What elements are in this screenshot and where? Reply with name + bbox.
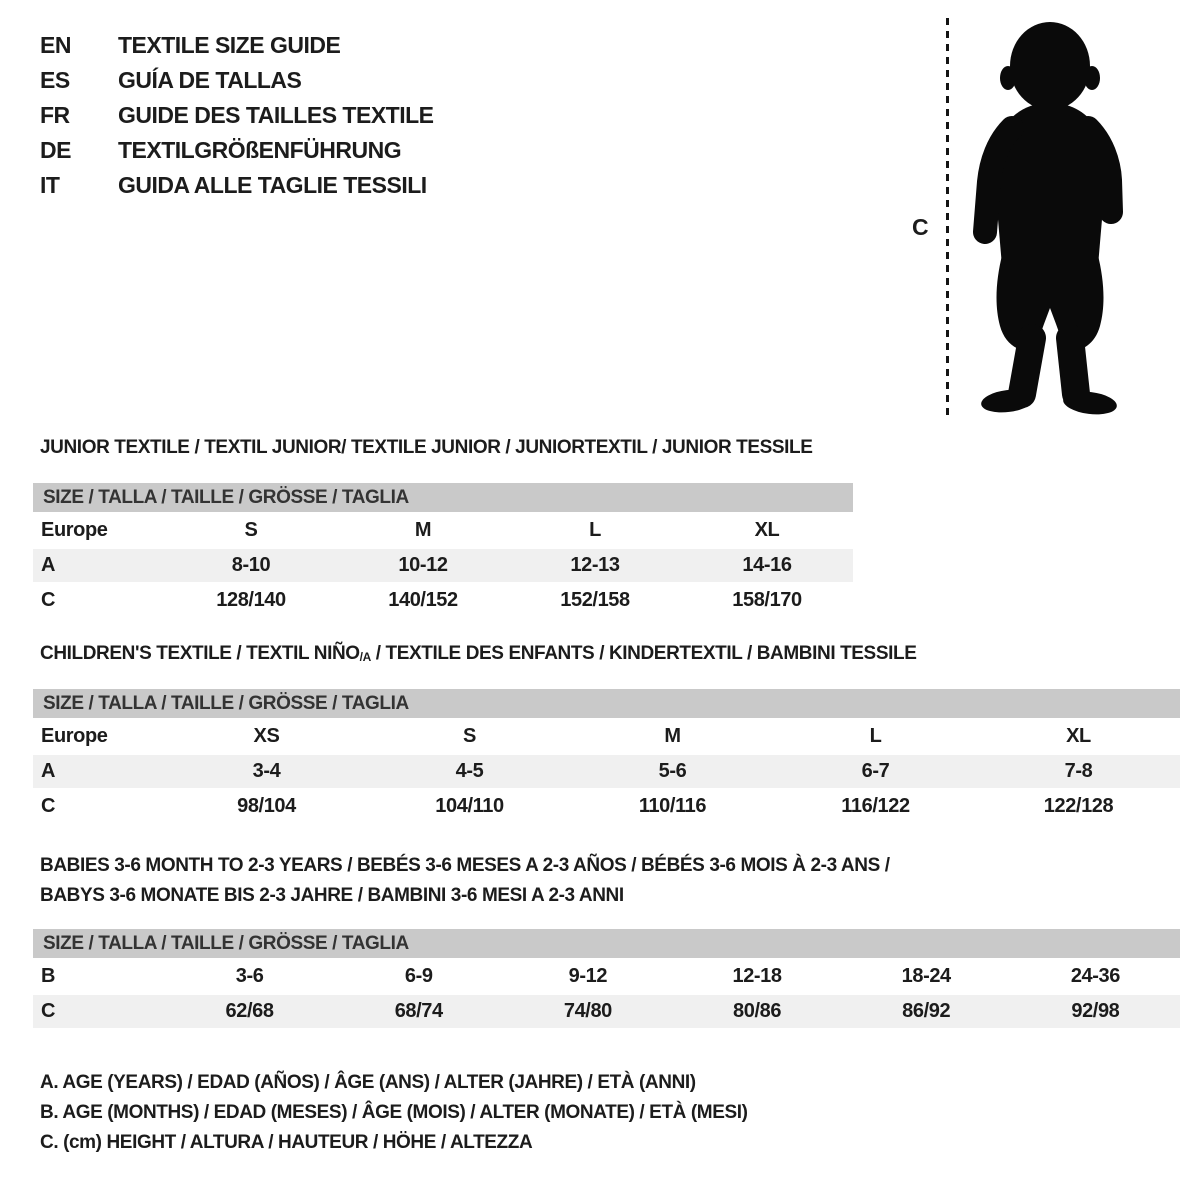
table-row-europe: [33, 719, 1180, 754]
size-cell: M: [337, 513, 509, 548]
row-label: Europe: [33, 513, 165, 548]
age-cell: 6-9: [334, 959, 503, 994]
height-cell: 104/110: [368, 789, 571, 823]
height-cell: 68/74: [334, 994, 503, 1028]
height-cell: 158/170: [681, 583, 853, 617]
row-label: C: [33, 583, 165, 617]
age-cell: 7-8: [977, 754, 1180, 789]
age-cell: 14-16: [681, 548, 853, 583]
language-row-it: [40, 168, 434, 203]
age-cell: 10-12: [337, 548, 509, 583]
language-code: DE: [40, 137, 71, 163]
children-section-heading: [40, 643, 916, 665]
footnote-b: B. AGE (MONTHS) / EDAD (MESES) / ÂGE (MOIS) / ALTER (MONATE) / ETÀ (MESI): [40, 1102, 748, 1123]
size-header-label: SIZE / TALLA / TAILLE / GRÖSSE / TAGLIA: [33, 689, 1180, 719]
children-heading-sub: /A: [359, 650, 371, 664]
language-title: GUIDA ALLE TAGLIE TESSILI: [118, 172, 427, 198]
row-label: A: [33, 754, 165, 789]
children-heading-post: / TEXTILE DES ENFANTS / KINDERTEXTIL / BAMBINI TESSILE: [370, 643, 917, 664]
age-cell: 3-6: [165, 959, 334, 994]
language-code: FR: [40, 102, 70, 128]
children-heading-pre: CHILDREN'S TEXTILE / TEXTIL NIÑO: [40, 643, 360, 664]
table-row-europe: [33, 513, 853, 548]
row-label: C: [33, 994, 165, 1028]
size-header-bar: [33, 929, 1180, 959]
table-row-age: [33, 548, 853, 583]
height-cell: 128/140: [165, 583, 337, 617]
age-cell: 5-6: [571, 754, 774, 789]
row-label: A: [33, 548, 165, 583]
height-cell: 80/86: [672, 994, 841, 1028]
footnote-c: C. (cm) HEIGHT / ALTURA / HAUTEUR / HÖHE / ALTEZZA: [40, 1132, 533, 1153]
height-cell: 152/158: [509, 583, 681, 617]
size-cell: XL: [977, 719, 1180, 754]
table-row-height: [33, 583, 853, 617]
language-code: ES: [40, 67, 70, 93]
size-header-label: SIZE / TALLA / TAILLE / GRÖSSE / TAGLIA: [33, 483, 853, 513]
height-cell: 92/98: [1011, 994, 1180, 1028]
row-label: B: [33, 959, 165, 994]
language-code: IT: [40, 172, 60, 198]
age-cell: 12-13: [509, 548, 681, 583]
table-row-height: [33, 789, 1180, 823]
size-header-bar: [33, 689, 1180, 719]
row-label: C: [33, 789, 165, 823]
language-title: GUÍA DE TALLAS: [118, 67, 302, 93]
size-cell: XS: [165, 719, 368, 754]
language-title: TEXTILE SIZE GUIDE: [118, 32, 341, 58]
age-cell: 6-7: [774, 754, 977, 789]
height-cell: 74/80: [503, 994, 672, 1028]
babies-section-heading-line1: BABIES 3-6 MONTH TO 2-3 YEARS / BEBÉS 3-6 MESES A 2-3 AÑOS / BÉBÉS 3-6 MOIS À 2-3 ANS /: [40, 855, 890, 876]
size-header-label: SIZE / TALLA / TAILLE / GRÖSSE / TAGLIA: [33, 929, 1180, 959]
height-cell: 122/128: [977, 789, 1180, 823]
age-cell: 8-10: [165, 548, 337, 583]
language-row-fr: [40, 98, 434, 133]
size-cell: XL: [681, 513, 853, 548]
age-cell: 18-24: [842, 959, 1011, 994]
height-measure-label: C: [912, 214, 929, 240]
language-row-en: [40, 28, 434, 63]
junior-size-table: [33, 483, 853, 617]
age-cell: 3-4: [165, 754, 368, 789]
age-cell: 9-12: [503, 959, 672, 994]
size-cell: S: [368, 719, 571, 754]
size-cell: S: [165, 513, 337, 548]
size-header-bar: [33, 483, 853, 513]
toddler-silhouette-icon: [958, 16, 1148, 418]
language-title: TEXTILGRÖßENFÜHRUNG: [118, 137, 402, 163]
language-row-de: [40, 133, 434, 168]
babies-size-table: [33, 929, 1180, 1028]
height-cell: 140/152: [337, 583, 509, 617]
language-title: GUIDE DES TAILLES TEXTILE: [118, 102, 434, 128]
height-cell: 110/116: [571, 789, 774, 823]
table-row-age: [33, 754, 1180, 789]
footnotes-block: [40, 1068, 748, 1158]
age-cell: 24-36: [1011, 959, 1180, 994]
age-cell: 12-18: [672, 959, 841, 994]
language-row-es: [40, 63, 434, 98]
height-cell: 62/68: [165, 994, 334, 1028]
junior-section-heading: JUNIOR TEXTILE / TEXTIL JUNIOR/ TEXTILE JUNIOR / JUNIORTEXTIL / JUNIOR TESSILE: [40, 437, 813, 458]
table-row-age-months: [33, 959, 1180, 994]
height-cell: 98/104: [165, 789, 368, 823]
age-cell: 4-5: [368, 754, 571, 789]
size-cell: M: [571, 719, 774, 754]
footnote-a: A. AGE (YEARS) / EDAD (AÑOS) / ÂGE (ANS) / ALTER (JAHRE) / ETÀ (ANNI): [40, 1072, 696, 1093]
height-dashed-line: [946, 18, 949, 416]
children-size-table: [33, 689, 1180, 823]
language-code: EN: [40, 32, 71, 58]
height-cell: 116/122: [774, 789, 977, 823]
row-label: Europe: [33, 719, 165, 754]
babies-section-heading-line2: BABYS 3-6 MONATE BIS 2-3 JAHRE / BAMBINI 3-6 MESI A 2-3 ANNI: [40, 885, 624, 906]
size-cell: L: [509, 513, 681, 548]
language-guide-list: [40, 28, 434, 203]
size-cell: L: [774, 719, 977, 754]
height-cell: 86/92: [842, 994, 1011, 1028]
table-row-height: [33, 994, 1180, 1028]
